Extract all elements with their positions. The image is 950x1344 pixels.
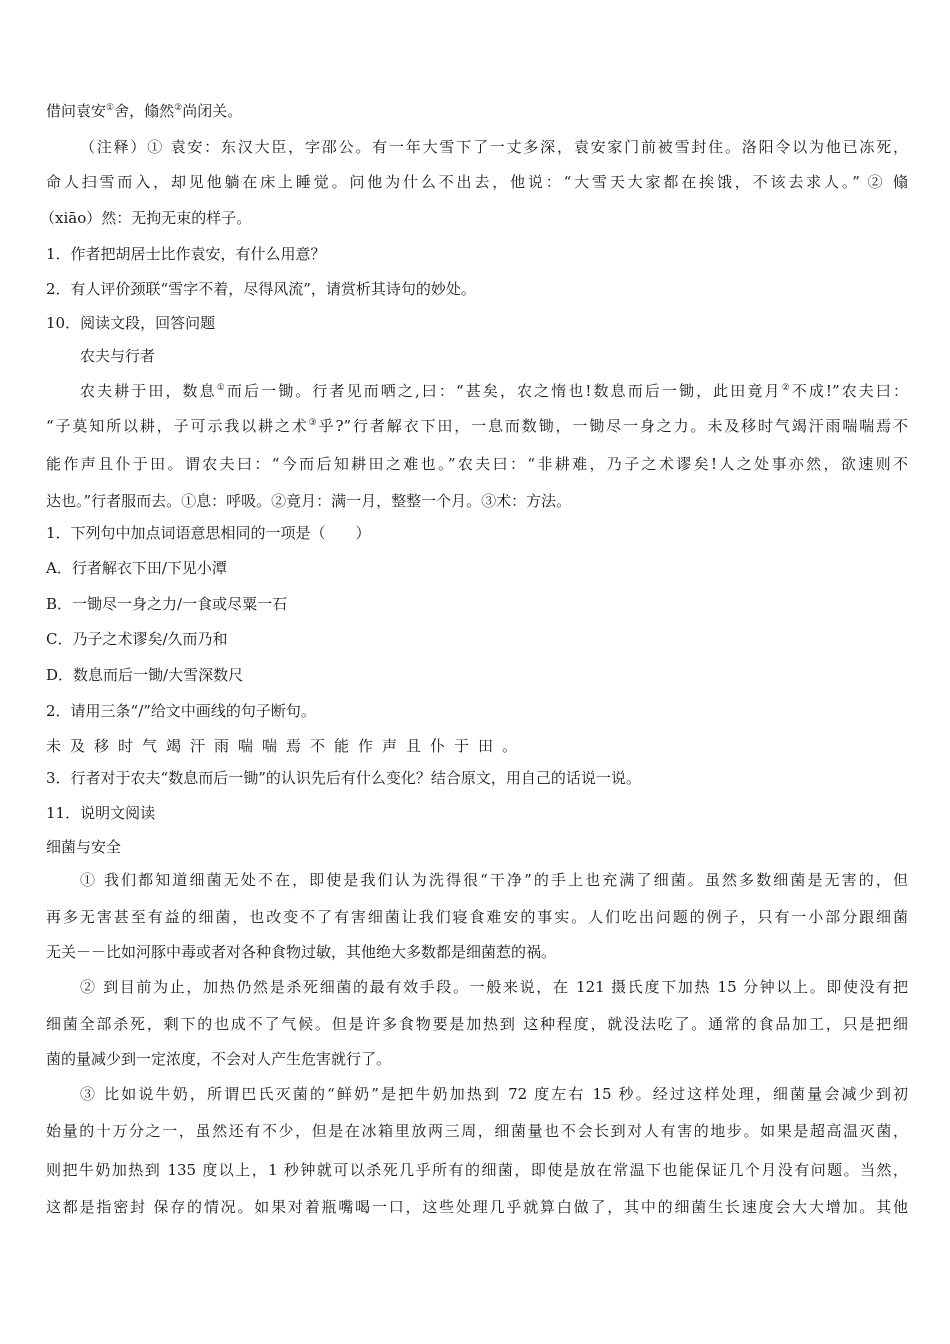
q10-option-c: C．乃子之术谬矣/久而乃和 [46, 630, 228, 648]
q10-passage-line: 农夫耕于田，数息①而后一锄。行者见而哂之,曰：“甚矣，农之惰也!数息而后一锄，此田竟月②不成!”农夫曰： [80, 382, 908, 400]
poem-note-line: 命人扫雪而入，却见他躺在床上睡觉。问他为什么不出去，他说：“大雪天大家都在挨饿，不该去求人。” ② 翛 [46, 173, 908, 191]
q10-option-a: A．行者解衣下田/下见小潭 [46, 559, 227, 577]
q10-title: 农夫与行者 [80, 347, 156, 365]
poem-note-line: （注释）① 袁安：东汉大臣，字邵公。有一年大雪下了一丈多深，袁安家门前被雪封住。洛阳令以为他已冻死， [80, 138, 908, 156]
poem-last-line: 借问袁安①舍，翛然②尚闭关。 [46, 102, 243, 120]
q10-option-d: D．数息而后一锄/大雪深数尺 [46, 666, 244, 684]
q11-paragraph-line: ② 到目前为止，加热仍然是杀死细菌的最有效手段。一般来说，在 121 摄氏度下加热 15 分钟以上。即使没有把 [80, 978, 908, 996]
q11-paragraph-line: ③ 比如说牛奶，所谓巴氏灭菌的“鲜奶”是把牛奶加热到 72 度左右 15 秒。经过这样处理，细菌量会减少到初 [80, 1085, 908, 1103]
q10-heading: 10．阅读文段，回答问题 [46, 314, 216, 332]
q10-passage-line: “子莫知所以耕，子可示我以耕之术③乎?”行者解衣下田，一息而数锄，一锄尽一身之力。未及移时气竭汗雨喘喘焉不 [46, 417, 908, 435]
q10-underlined-sentence: 未及移时气竭汗雨喘喘焉不能作声且仆于田。 [46, 737, 527, 755]
q10-question-3: 3．行者对于农夫“数息而后一锄”的认识先后有什么变化？结合原文，用自己的话说一说。 [46, 769, 641, 787]
q10-option-b: B．一锄尽一身之力/一食或尽粟一石 [46, 595, 288, 613]
q11-paragraph-line: ① 我们都知道细菌无处不在，即使是我们认为洗得很“干净”的手上也充满了细菌。虽然多数细菌是无害的，但 [80, 871, 908, 889]
q11-paragraph-line: 菌的量减少到一定浓度，不会对人产生危害就行了。 [46, 1050, 392, 1068]
poem-note-line: （xiāo）然：无拘无束的样子。 [40, 209, 252, 227]
q10-question-2: 2．请用三条“/”给文中画线的句子断句。 [46, 702, 316, 720]
poem-question: 2．有人评价颈联“雪字不着，尽得风流”，请赏析其诗句的妙处。 [46, 280, 476, 298]
q11-paragraph-line: 细菌全部杀死，剩下的也成不了气候。但是许多食物要是加热到 这种程度，就没法吃了。通常的食品加工，只是把细 [46, 1015, 908, 1033]
q11-title: 细菌与安全 [46, 838, 122, 856]
q11-heading: 11．说明文阅读 [46, 804, 156, 822]
q11-paragraph-line: 则把牛奶加热到 135 度以上，1 秒钟就可以杀死几乎所有的细菌，即使是放在常温下也能保证几个月没有问题。当然， [46, 1161, 908, 1179]
q10-question-1: 1．下列句中加点词语意思相同的一项是（ ） [46, 524, 371, 542]
q11-paragraph-line: 这都是指密封 保存的情况。如果对着瓶嘴喝一口，这些处理几乎就算白做了，其中的细菌生长速度会大大增加。其他 [46, 1198, 908, 1216]
q11-paragraph-line: 再多无害甚至有益的细菌，也改变不了有害细菌让我们寝食难安的事实。人们吃出问题的例子，只有一小部分跟细菌 [46, 908, 908, 926]
q10-passage-line: 达也。”行者服而去。①息：呼吸。②竟月：满一月，整整一个月。③术：方法。 [46, 492, 572, 510]
q11-paragraph-line: 无关－－比如河豚中毒或者对各种食物过敏，其他绝大多数都是细菌惹的祸。 [46, 943, 557, 961]
poem-question: 1．作者把胡居士比作袁安，有什么用意？ [46, 245, 326, 263]
q10-passage-line: 能作声且仆于田。谓农夫曰：“今而后知耕田之难也。”农夫曰：“非耕难，乃子之术谬矣!人之处事亦然，欲速则不 [46, 455, 908, 473]
q11-paragraph-line: 始量的十万分之一，虽然还有不少，但是在冰箱里放两三周，细菌量也不会长到对人有害的地步。如果是超高温灭菌， [46, 1122, 908, 1140]
